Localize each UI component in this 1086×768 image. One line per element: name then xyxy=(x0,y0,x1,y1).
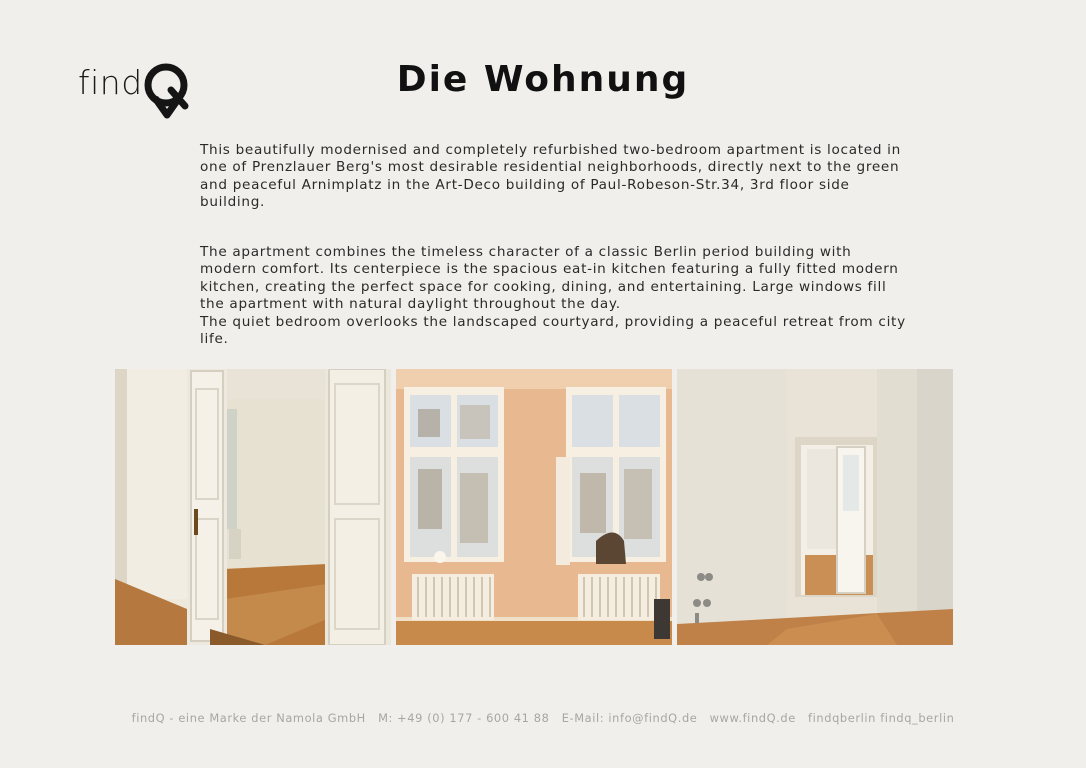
intro-paragraph: This beautifully modernised and completely refurbished two-bedroom apartment is located in one of Prenzlauer Berg's most desirable residential neighborhoods, directly next to the green and peaceful Arnimplatz in the Art-Deco building of Paul-Robeson-Str.34, 3rd floor side building. xyxy=(200,142,901,210)
bedroom-paragraph: The quiet bedroom overlooks the landscaped courtyard, providing a peaceful retreat from city life. xyxy=(200,314,906,348)
photo-room-door xyxy=(115,369,391,645)
description-paragraph: The apartment combines the timeless character of a classic Berlin period building with modern comfort. Its centerpiece is the spacious eat-in kitchen featuring a fully fitted modern kitchen, creating the perfect space for cooking, dining, and entertaining. Large windows fill the apartment with natural daylight throughout the day. xyxy=(200,244,899,312)
footer-phone: M: +49 (0) 177 - 600 41 88 xyxy=(378,711,550,725)
photo-corridor xyxy=(677,369,953,645)
footer-company: findQ - eine Marke der Namola GmbH xyxy=(131,711,366,725)
photo-strip xyxy=(115,369,954,645)
footer-website[interactable]: www.findQ.de xyxy=(709,711,796,725)
page-title: Die Wohnung xyxy=(396,59,690,100)
footer-social[interactable]: findqberlin findq_berlin xyxy=(808,711,955,725)
photo-windows xyxy=(396,369,672,645)
footer-contact xyxy=(0,711,1086,725)
footer-email[interactable]: E-Mail: info@findQ.de xyxy=(561,711,698,725)
logo-text: find xyxy=(78,63,143,102)
